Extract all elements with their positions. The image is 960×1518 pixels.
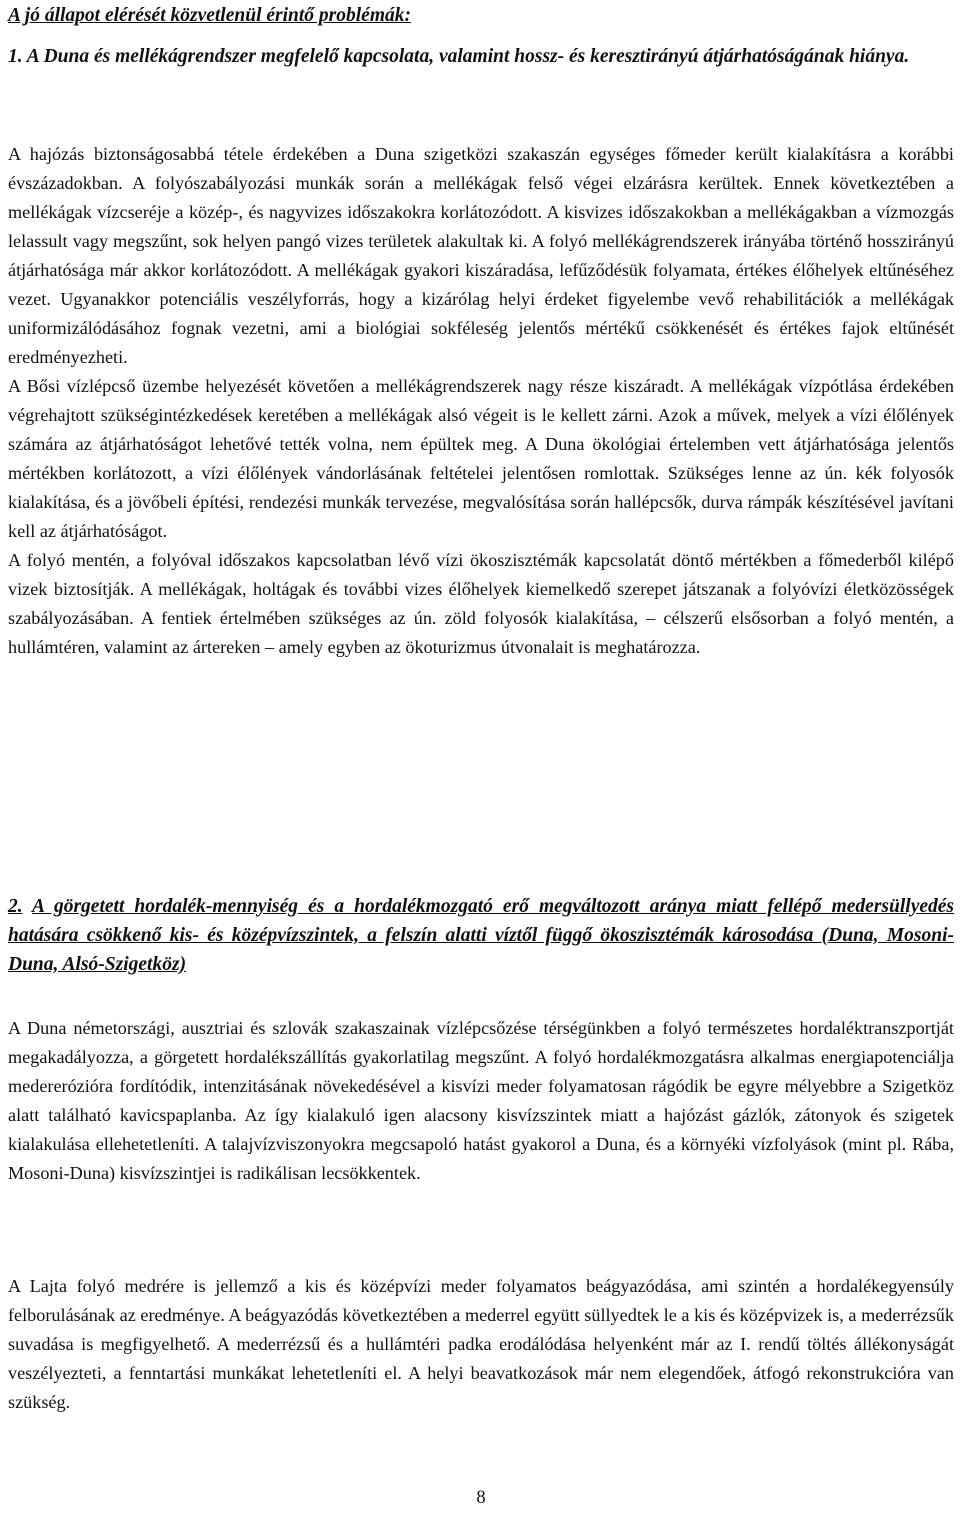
section-2-title [8, 892, 954, 979]
section-2-title-text: A görgetett hordalék-mennyiség és a hordalékmozgató erő megváltozott aránya miatt fellépő medersüllyedés hatására csökkenő kis- és középvízszintek, a felszín alatti víztől függő ökoszisztémák károsodása (Duna, Mosoni-Duna, Alsó-Szigetköz) [8, 896, 954, 975]
section-2-paragraph-1: A Duna németországi, ausztriai és szlovák szakaszainak vízlépcsőzése térségünkben a folyó természetes hordaléktranszportját megakadályozza, a görgetett hordalékszállítás gyakorlatilag megszűnt. A folyó hordalékmozgatásra alkalmas energiapotenciálja medererózióra fordítódik, intenzitásának növekedésével a kisvízi meder folyamatosan rágódik be egyre mélyebbre a Szigetköz alatt található kavicspaplanba. Az így kialakuló igen alacsony kisvízszintek miatt a hajózást gázlók, zátonyok és szigetek kialakulása ellehetetleníti. A talajvízviszonyokra megcsapoló hatást gyakorol a Duna, és a környéki vízfolyások (mint pl. Rába, Mosoni-Duna) kisvízszintjei is radikálisan lecsökkentek. [8, 1018, 954, 1183]
document-page [8, 0, 954, 1518]
page-number: 8 [476, 1488, 486, 1508]
section-1-paragraph-2: A Bősi vízlépcső üzembe helyezését követően a mellékágrendszerek nagy része kiszáradt. A mellékágak vízpótlása érdekében végrehajtott szükségintézkedések keretében a mellékágak alsó végeit is le kellett zárni. Azok a művek, melyek a vízi élőlények számára az átjárhatóságot lehetővé tették volna, nem épültek meg. A Duna ökológiai értelemben vett átjárhatósága jelentős mértékben korlátozott, a vízi élőlények vándorlásának feltételei jelentősen romlottak. Szükséges lenne az ún. kék folyosók kialakítása, és a jövőbeli építési, rendezési munkák tervezése, megvalósítása során hallépcsők, durva rámpák készítésével javítani kell az átjárhatóságot. [8, 376, 954, 541]
section-1-paragraph-1: A hajózás biztonságosabbá tétele érdekében a Duna szigetközi szakaszán egységes főmeder került kialakításra a korábbi évszázadokban. A folyószabályozási munkák során a mellékágak felső végei elzárásra kerültek. Ennek következtében a mellékágak vízcseréje a közép-, és nagyvizes időszakokra korlátozódott. A kisvizes időszakokban a mellékágakban a vízmozgás lelassult vagy megszűnt, sok helyen pangó vizes területek alakultak ki. A folyó mellékágrendszerek irányába történő hosszirányú átjárhatósága már akkor korlátozódott. A mellékágak gyakori kiszáradása, lefűződésük folyamata, értékes élőhelyek eltűnéséhez vezet. Ugyanakkor potenciális veszélyforrás, hogy a kizárólag helyi érdeket figyelembe vevő rehabilitációk a mellékágak uniformizálódásához fognak vezetni, ami a biológiai sokféleség jelentős mértékű csökkenését és értékes fajok eltűnését eredményezheti. [8, 144, 954, 367]
section-2-heading [8, 892, 954, 979]
section-2-body-2 [8, 1272, 954, 1417]
section-2-body-1 [8, 1014, 954, 1188]
page-heading: A jó állapot elérését közvetlenül érintő problémák: [8, 5, 411, 26]
section-1-body [8, 140, 954, 662]
section-2-paragraph-2: A Lajta folyó medrére is jellemző a kis és középvízi meder folyamatos beágyazódása, ami szintén a hordalékegyensúly felborulásának az eredménye. A beágyazódás következtében a mederrel együtt süllyedtek le a kis és középvizek is, a mederrézsűk suvadása is megfigyelhető. A mederrézsű és a hullámtéri padka erodálódása helyenként már az I. rendű töltés állékonyságát veszélyezteti, a fenntartási munkákat lehetetleníti el. A helyi beavatkozások már nem elegendőek, átfogó rekonstrukcióra van szükség. [8, 1276, 954, 1412]
section-2-number: 2. [8, 896, 23, 917]
section-1-title: 1. A Duna és mellékágrendszer megfelelő kapcsolata, valamint hossz- és keresztirányú átjárhatóságának hiánya. [8, 46, 910, 67]
section-1-paragraph-3: A folyó mentén, a folyóval időszakos kapcsolatban lévő vízi ökoszisztémák kapcsolatát döntő mértékben a főmederből kilépő vizek biztosítják. A mellékágak, holtágak és további vizes élőhelyek kiemelkedő szerepet játszanak a folyóvízi életközösségek szabályozásában. A fentiek értelmében szükséges az ún. zöld folyosók kialakítása, – célszerű elsősorban a folyó mentén, a hullámtéren, valamint az ártereken – amely egyben az ökoturizmus útvonalait is meghatározza. [8, 550, 954, 657]
